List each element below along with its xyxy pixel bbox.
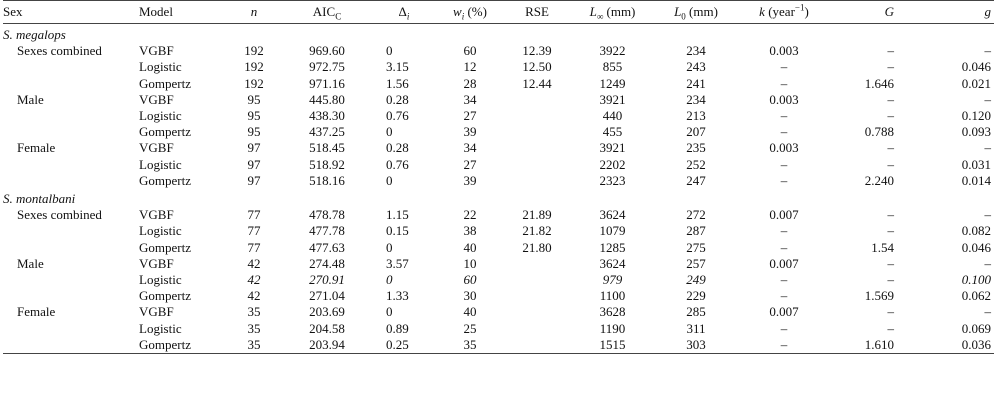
cell-n: 192	[244, 43, 264, 59]
cell-l0: 249	[686, 272, 706, 288]
cell-n: 42	[247, 255, 261, 271]
cell-g: –	[984, 207, 991, 223]
table-row	[3, 157, 994, 173]
cell-linf: 3624	[599, 255, 626, 271]
cell-sex	[3, 124, 139, 140]
species-row	[3, 189, 994, 207]
cell-k: –	[780, 59, 788, 75]
cell-G: –	[887, 108, 894, 124]
cell-aicc: 204.58	[309, 320, 345, 336]
cell-model: VGBF	[139, 43, 174, 59]
header-l0: $L_0$ (mm)	[654, 1, 738, 24]
cell-l0: 287	[686, 223, 706, 239]
cell-g: 0.046	[961, 59, 991, 75]
cell-n: 35	[247, 320, 261, 336]
cell-l0: 247	[686, 172, 706, 188]
cell-G: –	[887, 59, 894, 75]
header-G: G	[830, 1, 914, 24]
cell-G: 1.54	[871, 239, 894, 255]
table-row	[3, 92, 994, 108]
cell-delta: 0	[386, 272, 393, 288]
cell-sex	[3, 337, 139, 354]
cell-delta: 0.76	[386, 108, 409, 124]
cell-n: 77	[247, 239, 261, 255]
cell-rse: 12.50	[522, 59, 552, 75]
cell-delta: 0	[386, 304, 393, 320]
cell-aicc: 969.60	[309, 43, 345, 59]
cell-model: Logistic	[139, 59, 182, 75]
cell-rse	[503, 321, 571, 337]
cell-weight: 40	[463, 239, 477, 255]
cell-linf: 3628	[599, 304, 626, 320]
table-row	[3, 76, 994, 92]
cell-k: 0.007	[769, 255, 799, 271]
cell-aicc: 477.63	[309, 239, 345, 255]
cell-delta: 0	[386, 239, 393, 255]
cell-g: 0.021	[961, 75, 991, 91]
cell-weight: 39	[463, 172, 477, 188]
cell-G: –	[887, 207, 894, 223]
cell-l0: 303	[654, 337, 738, 354]
cell-n: 42	[247, 288, 261, 304]
cell-weight: 27	[463, 108, 477, 124]
species-name: S. megalops	[3, 27, 66, 42]
cell-weight: 25	[463, 320, 477, 336]
cell-rse	[503, 272, 571, 288]
cell-rse	[503, 140, 571, 156]
cell-linf: 3624	[599, 207, 626, 223]
cell-l0: 207	[686, 124, 706, 140]
cell-l0: 285	[686, 304, 706, 320]
cell-sex	[3, 240, 139, 256]
cell-delta: 0.89	[386, 320, 409, 336]
header-sex: Sex	[3, 1, 139, 24]
cell-delta: 0	[386, 43, 393, 59]
cell-model: VGBF	[139, 255, 174, 271]
cell-k: –	[780, 288, 788, 304]
cell-rse	[503, 124, 571, 140]
cell-aicc: 478.78	[309, 207, 345, 223]
cell-k: 0.007	[769, 304, 799, 320]
cell-sex	[3, 157, 139, 173]
table-row	[3, 140, 994, 156]
cell-delta: 0.76	[386, 156, 409, 172]
cell-linf: 1100	[599, 288, 626, 304]
cell-n: 42	[247, 272, 261, 288]
cell-model: Gompertz	[139, 75, 191, 91]
cell-rse	[503, 337, 571, 354]
table-row	[3, 337, 994, 354]
cell-l0: 243	[686, 59, 706, 75]
cell-G: –	[887, 255, 894, 271]
cell-sex	[3, 59, 139, 75]
table-row	[3, 223, 994, 239]
cell-k: 0.007	[769, 207, 799, 223]
cell-model: Gompertz	[139, 172, 191, 188]
cell-aicc: 445.80	[309, 91, 345, 107]
cell-linf: 1079	[599, 223, 626, 239]
cell-linf: 440	[602, 108, 623, 124]
cell-g: 0.036	[914, 337, 994, 354]
cell-k: 0.003	[769, 140, 799, 156]
cell-linf: 1190	[599, 320, 626, 336]
cell-linf: 979	[602, 272, 623, 288]
table-header	[3, 1, 994, 24]
cell-k: –	[780, 124, 788, 140]
cell-model: Logistic	[139, 108, 182, 124]
cell-G: 2.240	[864, 172, 894, 188]
cell-delta: 0.28	[386, 91, 409, 107]
cell-n: 192	[244, 59, 264, 75]
cell-g: 0.062	[961, 288, 991, 304]
cell-model: VGBF	[139, 304, 174, 320]
cell-weight: 22	[463, 207, 477, 223]
header-aicc: $AIC_C$	[283, 1, 371, 24]
cell-rse	[503, 92, 571, 108]
cell-g: 0.082	[961, 223, 991, 239]
cell-n: 35	[247, 304, 261, 320]
cell-rse	[503, 288, 571, 304]
cell-linf: 1515	[571, 337, 654, 354]
cell-n: 97	[247, 140, 261, 156]
cell-weight: 30	[463, 288, 477, 304]
cell-rse: 21.82	[522, 223, 552, 239]
cell-rse	[503, 173, 571, 189]
cell-model: Gompertz	[139, 337, 225, 354]
cell-delta: 0.25	[371, 337, 437, 354]
cell-weight: 39	[463, 124, 477, 140]
cell-sex: Male	[17, 255, 44, 271]
cell-n: 97	[247, 156, 261, 172]
cell-aicc: 270.91	[309, 272, 345, 288]
table-row	[3, 272, 994, 288]
cell-rse	[503, 256, 571, 272]
header-rse: RSE	[503, 1, 571, 24]
cell-g: –	[984, 255, 991, 271]
cell-l0: 275	[686, 239, 706, 255]
cell-G: 0.788	[864, 124, 894, 140]
cell-aicc: 437.25	[309, 124, 345, 140]
header-row	[3, 1, 994, 24]
cell-G: –	[887, 320, 894, 336]
cell-l0: 257	[686, 255, 706, 271]
cell-g: 0.014	[961, 172, 991, 188]
cell-weight: 35	[437, 337, 503, 354]
cell-aicc: 271.04	[309, 288, 345, 304]
cell-model: VGBF	[139, 91, 174, 107]
cell-n: 95	[247, 124, 261, 140]
cell-aicc: 972.75	[309, 59, 345, 75]
cell-k: 0.003	[769, 91, 799, 107]
header-g: g	[914, 1, 994, 24]
cell-sex: Female	[17, 140, 56, 156]
cell-weight: 27	[463, 156, 477, 172]
model-comparison-table	[3, 0, 994, 354]
cell-k: –	[780, 108, 788, 124]
cell-g: –	[984, 91, 991, 107]
cell-weight: 60	[463, 43, 477, 59]
cell-l0: 235	[686, 140, 706, 156]
cell-k: –	[780, 75, 788, 91]
cell-rse: 12.44	[522, 75, 552, 91]
header-n: n	[225, 1, 283, 24]
cell-l0: 241	[686, 75, 706, 91]
cell-linf: 855	[602, 59, 623, 75]
cell-model: Logistic	[139, 156, 182, 172]
cell-linf: 455	[602, 124, 623, 140]
cell-g: 0.031	[961, 156, 991, 172]
cell-model: VGBF	[139, 140, 174, 156]
cell-k: –	[780, 272, 788, 288]
cell-linf: 1249	[599, 75, 626, 91]
cell-delta: 1.33	[386, 288, 409, 304]
cell-G: 1.646	[864, 75, 894, 91]
cell-sex	[3, 173, 139, 189]
cell-weight: 34	[463, 91, 477, 107]
cell-linf: 2202	[599, 156, 626, 172]
cell-n: 77	[247, 223, 261, 239]
cell-G: –	[887, 140, 894, 156]
cell-model: Gompertz	[139, 239, 191, 255]
table-row	[3, 304, 994, 320]
cell-G: 1.569	[864, 288, 894, 304]
cell-model: Gompertz	[139, 124, 191, 140]
cell-rse	[503, 108, 571, 124]
table-row	[3, 256, 994, 272]
cell-sex: Male	[17, 91, 44, 107]
cell-n: 192	[244, 75, 264, 91]
cell-rse	[503, 157, 571, 173]
cell-l0: 234	[686, 43, 706, 59]
cell-k: –	[780, 223, 788, 239]
cell-g: –	[984, 43, 991, 59]
species-name: S. montalbani	[3, 191, 76, 207]
cell-g: –	[984, 140, 991, 156]
cell-sex: Female	[17, 304, 56, 320]
cell-weight: 28	[463, 75, 477, 91]
table-row	[3, 108, 994, 124]
cell-g: 0.120	[961, 108, 991, 124]
cell-rse	[503, 304, 571, 320]
cell-sex	[3, 223, 139, 239]
cell-weight: 10	[463, 255, 477, 271]
cell-rse: 21.80	[522, 239, 552, 255]
cell-model: Logistic	[139, 320, 182, 336]
table-body	[3, 24, 994, 354]
cell-model: Logistic	[139, 272, 182, 288]
header-model: Model	[139, 1, 225, 24]
cell-aicc: 518.45	[309, 140, 345, 156]
table-row	[3, 207, 994, 223]
cell-aicc: 971.16	[309, 75, 345, 91]
cell-aicc: 203.69	[309, 304, 345, 320]
cell-l0: 213	[686, 108, 706, 124]
cell-n: 97	[247, 172, 261, 188]
cell-l0: 272	[686, 207, 706, 223]
cell-k: –	[738, 337, 830, 354]
cell-k: –	[780, 172, 788, 188]
cell-delta: 0.28	[386, 140, 409, 156]
cell-g: 0.093	[961, 124, 991, 140]
cell-weight: 12	[463, 59, 477, 75]
cell-model: Gompertz	[139, 288, 191, 304]
cell-G: –	[887, 272, 894, 288]
cell-linf: 2323	[599, 172, 626, 188]
cell-aicc: 438.30	[309, 108, 345, 124]
cell-l0: 234	[686, 91, 706, 107]
cell-n: 35	[225, 337, 283, 354]
cell-aicc: 518.16	[309, 172, 345, 188]
cell-n: 77	[247, 207, 261, 223]
header-k: k (year$^{-1}$)	[738, 1, 830, 24]
cell-aicc: 477.78	[309, 223, 345, 239]
cell-k: –	[780, 320, 788, 336]
cell-linf: 1285	[599, 239, 626, 255]
cell-G: –	[887, 304, 894, 320]
cell-aicc: 274.48	[309, 255, 345, 271]
cell-l0: 252	[686, 156, 706, 172]
cell-aicc: 518.92	[309, 156, 345, 172]
cell-G: –	[887, 223, 894, 239]
cell-G: 1.610	[830, 337, 914, 354]
table-row	[3, 240, 994, 256]
header-linf: $L_\infty$ (mm)	[571, 1, 654, 24]
cell-sex	[3, 288, 139, 304]
cell-sex: Sexes combined	[17, 43, 102, 59]
species-row	[3, 24, 994, 44]
cell-weight: 60	[463, 272, 477, 288]
cell-k: 0.003	[769, 43, 799, 59]
cell-linf: 3921	[599, 140, 626, 156]
cell-model: Logistic	[139, 223, 182, 239]
header-weight: $w_i$ (%)	[437, 1, 503, 24]
cell-k: –	[780, 239, 788, 255]
cell-delta: 1.15	[386, 207, 409, 223]
cell-weight: 40	[463, 304, 477, 320]
cell-rse: 12.39	[522, 43, 552, 59]
cell-delta: 0	[386, 124, 393, 140]
cell-g: 0.100	[961, 272, 991, 288]
cell-weight: 38	[463, 223, 477, 239]
table-row	[3, 124, 994, 140]
cell-g: 0.069	[961, 320, 991, 336]
table-row	[3, 321, 994, 337]
cell-delta: 1.56	[386, 75, 409, 91]
table-row	[3, 43, 994, 59]
header-delta: $\Delta_i$	[371, 1, 437, 24]
cell-sex	[3, 76, 139, 92]
cell-delta: 0.15	[386, 223, 409, 239]
cell-sex	[3, 321, 139, 337]
cell-weight: 34	[463, 140, 477, 156]
cell-rse: 21.89	[522, 207, 552, 223]
cell-n: 95	[247, 91, 261, 107]
cell-delta: 3.15	[386, 59, 409, 75]
cell-sex	[3, 108, 139, 124]
cell-l0: 229	[686, 288, 706, 304]
cell-linf: 3921	[599, 91, 626, 107]
cell-G: –	[887, 43, 894, 59]
cell-n: 95	[247, 108, 261, 124]
cell-l0: 311	[686, 320, 706, 336]
table-row	[3, 173, 994, 189]
cell-aicc: 203.94	[283, 337, 371, 354]
table-row	[3, 288, 994, 304]
cell-g: –	[984, 304, 991, 320]
table-row	[3, 59, 994, 75]
cell-delta: 3.57	[386, 255, 409, 271]
cell-G: –	[887, 156, 894, 172]
cell-delta: 0	[386, 172, 393, 188]
cell-G: –	[887, 91, 894, 107]
cell-k: –	[780, 156, 788, 172]
cell-sex: Sexes combined	[17, 207, 102, 223]
cell-sex	[3, 272, 139, 288]
cell-model: VGBF	[139, 207, 174, 223]
cell-g: 0.046	[961, 239, 991, 255]
cell-linf: 3922	[599, 43, 626, 59]
